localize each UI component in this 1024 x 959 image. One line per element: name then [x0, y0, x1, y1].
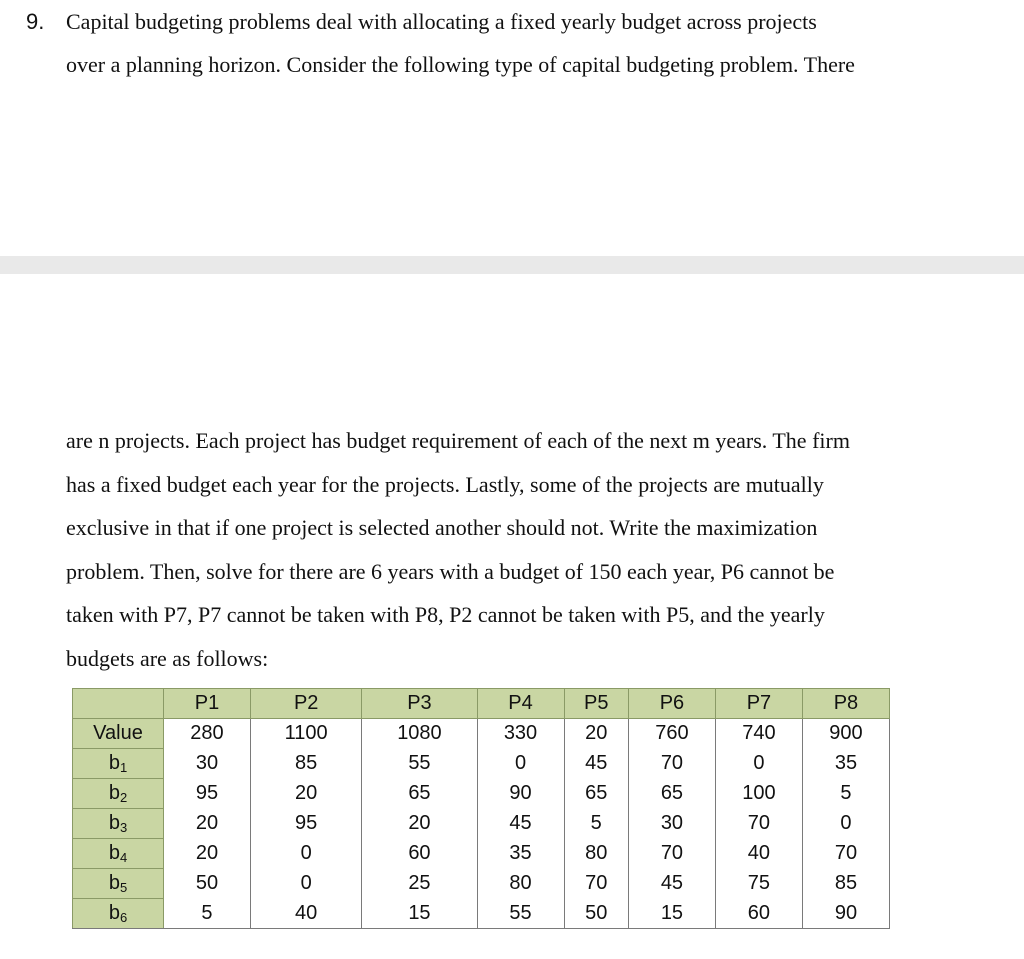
body-line: taken with P7, P7 cannot be taken with P8, P2 cannot be taken with P5, and the yearly [66, 602, 825, 627]
body-line: problem. Then, solve for there are 6 years with a budget of 150 each year, P6 cannot be [66, 558, 835, 584]
table-cell: 75 [715, 869, 802, 899]
table-cell: 330 [477, 719, 564, 749]
table-cell: 280 [164, 719, 251, 749]
table-cell: 60 [362, 839, 477, 869]
table-cell: 55 [477, 899, 564, 929]
table-cell: 20 [362, 809, 477, 839]
table-cell: 1100 [250, 719, 361, 749]
table-cell: 35 [802, 749, 889, 779]
body-line: exclusive in that if one project is selected another should not. Write the maximization [66, 515, 818, 540]
table-cell: 30 [164, 749, 251, 779]
table-cell: 55 [362, 749, 477, 779]
table-cell: 1080 [362, 719, 477, 749]
table-cell: 20 [564, 719, 628, 749]
row-header-label: b [108, 902, 120, 924]
table-cell: 85 [802, 869, 889, 899]
table-cell: 90 [802, 899, 889, 929]
table-cell: 45 [477, 809, 564, 839]
row-header [73, 749, 164, 779]
row-header-subscript: 3 [119, 820, 128, 835]
row-header-subscript: 2 [119, 790, 128, 805]
row-header [73, 839, 164, 869]
row-header-subscript: 1 [119, 760, 128, 775]
column-header: P3 [362, 689, 477, 719]
table-cell: 0 [802, 809, 889, 839]
table-cell: 5 [802, 779, 889, 809]
table-cell: 40 [715, 839, 802, 869]
column-header: P8 [802, 689, 889, 719]
table-cell: 80 [564, 839, 628, 869]
table-cell: 20 [164, 809, 251, 839]
table-cell: 5 [564, 809, 628, 839]
table-corner-cell [73, 689, 164, 719]
row-header [73, 809, 164, 839]
table-cell: 65 [362, 779, 477, 809]
row-header-label: b [108, 752, 120, 774]
row-header-subscript: 6 [119, 910, 128, 925]
row-header [73, 869, 164, 899]
question-intro [26, 0, 1016, 86]
table-row [73, 779, 890, 809]
table-cell: 100 [715, 779, 802, 809]
column-header: P1 [164, 689, 251, 719]
table-row [73, 719, 890, 749]
table-cell: 80 [477, 869, 564, 899]
row-header-label: b [108, 842, 120, 864]
table-header-row [73, 689, 890, 719]
column-header: P2 [250, 689, 361, 719]
table-cell: 50 [164, 869, 251, 899]
table-cell: 0 [477, 749, 564, 779]
budget-table [72, 688, 890, 929]
table-cell: 0 [715, 749, 802, 779]
question-line-1 [26, 0, 1016, 43]
table-cell: 60 [715, 899, 802, 929]
table-cell: 0 [250, 869, 361, 899]
table-cell: 70 [802, 839, 889, 869]
column-header: P7 [715, 689, 802, 719]
body-line: budgets are as follows: [66, 645, 269, 671]
table-cell: 20 [250, 779, 361, 809]
row-header-label: b [108, 812, 120, 834]
table-row [73, 899, 890, 929]
table-row [73, 839, 890, 869]
table-cell: 40 [250, 899, 361, 929]
question-line-2 [26, 43, 1016, 86]
row-header [73, 719, 164, 749]
table-cell: 70 [715, 809, 802, 839]
row-header [73, 779, 164, 809]
table-cell: 50 [564, 899, 628, 929]
table-row [73, 869, 890, 899]
table-cell: 90 [477, 779, 564, 809]
row-header-subscript: 4 [119, 850, 128, 865]
table-cell: 740 [715, 719, 802, 749]
table-cell: 25 [362, 869, 477, 899]
column-header: P5 [564, 689, 628, 719]
table-cell: 70 [628, 839, 715, 869]
table-cell: 45 [564, 749, 628, 779]
table-cell: 65 [628, 779, 715, 809]
table-cell: 65 [564, 779, 628, 809]
question-continued [66, 419, 1016, 680]
row-header-label: b [108, 872, 120, 894]
table-body [73, 719, 890, 929]
question-number: 9. [26, 9, 45, 34]
table-cell: 95 [250, 809, 361, 839]
table-cell: 70 [628, 749, 715, 779]
table-cell: 900 [802, 719, 889, 749]
table-cell: 15 [628, 899, 715, 929]
table-cell: 70 [564, 869, 628, 899]
table-cell: 0 [250, 839, 361, 869]
table-cell: 45 [628, 869, 715, 899]
intro-line: over a planning horizon. Consider the following type of capital budgeting problem. There [66, 52, 855, 77]
table-cell: 20 [164, 839, 251, 869]
table-cell: 15 [362, 899, 477, 929]
table-cell: 5 [164, 899, 251, 929]
table-cell: 95 [164, 779, 251, 809]
table-cell: 35 [477, 839, 564, 869]
table-cell: 30 [628, 809, 715, 839]
row-header [73, 899, 164, 929]
row-header-subscript: 5 [119, 880, 128, 895]
table-cell: 760 [628, 719, 715, 749]
column-header: P6 [628, 689, 715, 719]
table-row [73, 749, 890, 779]
row-header-label: b [108, 782, 120, 804]
page-divider [0, 256, 1024, 274]
table-cell: 85 [250, 749, 361, 779]
column-header: P4 [477, 689, 564, 719]
table-row [73, 809, 890, 839]
intro-line: Capital budgeting problems deal with allocating a fixed yearly budget across projects [66, 9, 817, 34]
row-header-label: Value [93, 722, 143, 744]
body-line: are n projects. Each project has budget requirement of each of the next m years. The firm [66, 428, 850, 453]
body-line: has a fixed budget each year for the projects. Lastly, some of the projects are mutually [66, 471, 824, 497]
